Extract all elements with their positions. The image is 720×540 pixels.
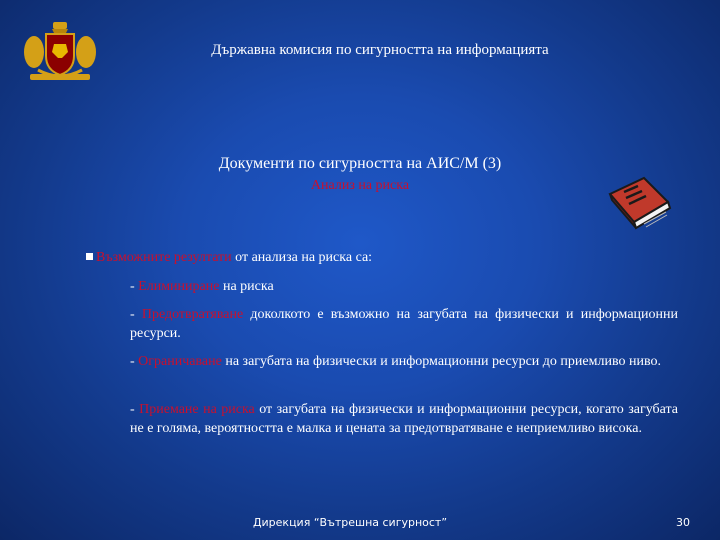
item-text: доколкото е възможно на загубата на физически и информационни ресурси. [130,307,678,341]
list-item [130,305,678,343]
item-text: на риска [219,279,274,294]
book-icon [604,172,674,234]
item-prefix: - [130,402,140,417]
footer-department: Дирекция “Вътрешна сигурност” [252,516,448,529]
coat-of-arms-icon [22,20,98,82]
page-number: 30 [676,516,690,529]
item-highlight: Предотвратяване [141,307,244,322]
item-highlight: Елиминиране [138,279,220,294]
item-prefix: - [130,307,142,322]
document-title: Документи по сигурността на АИС/М (3) [218,155,502,172]
document-subtitle: Анализ на риска [310,178,410,193]
item-prefix: - [130,354,139,369]
bullet-highlight: Възможните резултати [96,250,232,265]
list-item [130,352,678,371]
list-item [130,400,678,438]
bullet-square-icon [86,253,93,260]
item-text: от загубата на физически и информационни ресурси, когато загубата не е голяма, вероятността е малка и цената за предотвратяване е неприемливо висока. [130,402,678,436]
item-highlight: Ограничаване [138,354,222,369]
item-highlight: Приемане на риска [139,402,255,417]
item-text: на загубата на физически и информационни ресурси до приемливо ниво. [221,354,661,369]
bullet-rest: от анализа на риска са: [231,250,373,265]
list-item [130,277,678,296]
item-prefix: - [130,279,139,294]
header-title: Държавна комисия по сигурността на информацията [211,42,549,58]
bullet-intro [86,250,686,266]
